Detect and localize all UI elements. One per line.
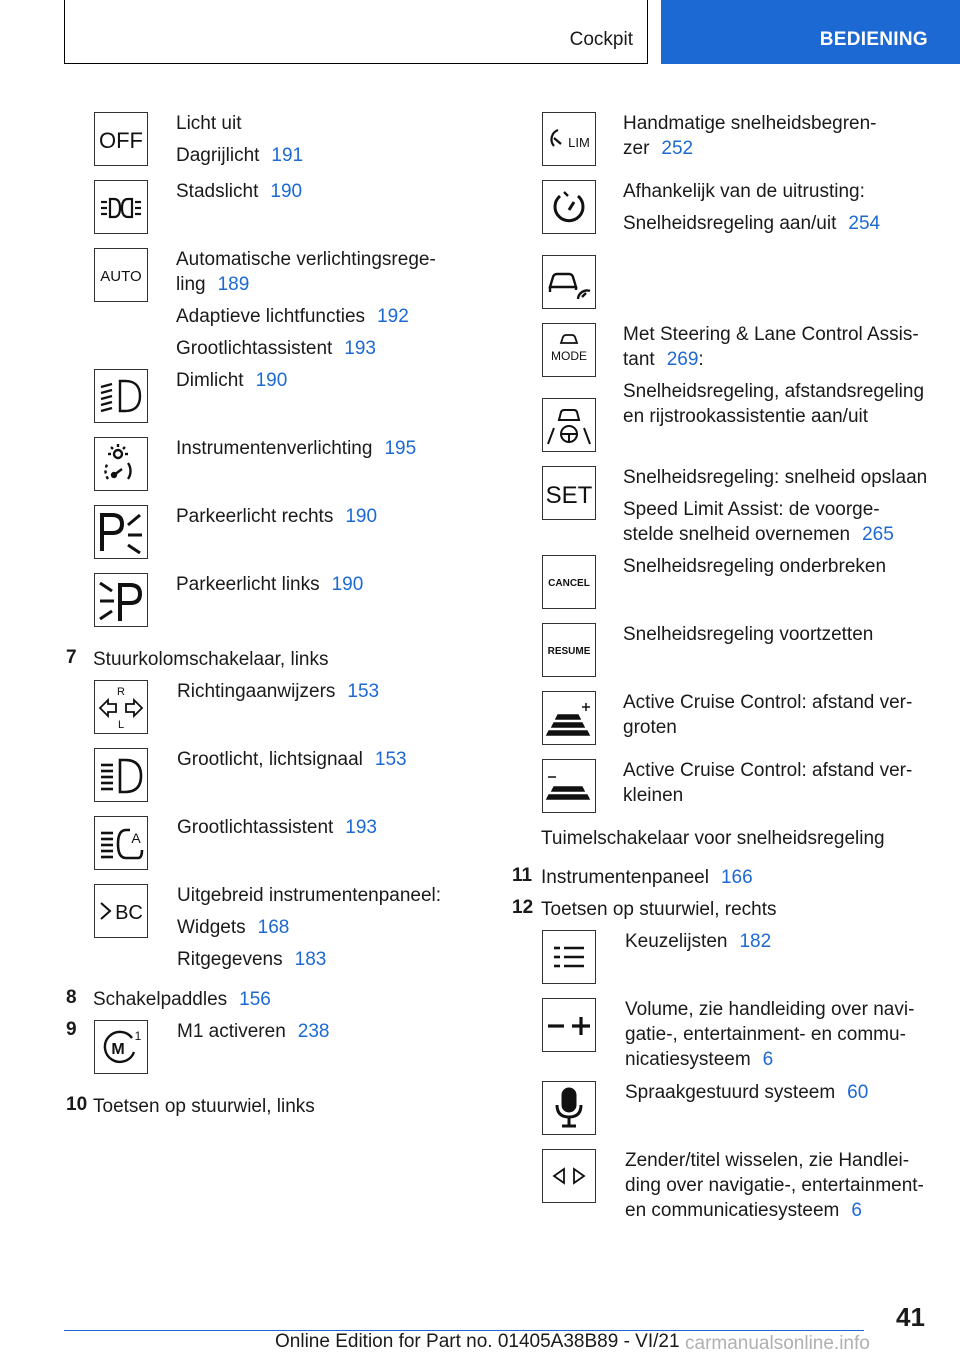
svg-text:AUTO: AUTO: [100, 268, 142, 285]
text-onderbreken: Snelheidsregeling onderbreken: [623, 556, 887, 577]
text-volume-1: Volume, zie handleiding over navi-: [625, 999, 915, 1020]
text-instrumentenverlichting: Instrumentenverlichting: [176, 438, 373, 459]
speed-limiter-icon: [542, 112, 596, 166]
text-acc-min-2: kleinen: [623, 785, 684, 806]
text-acc-min-1: Active Cruise Control: afstand ver-: [623, 760, 913, 781]
svg-text:OFF: OFF: [99, 128, 143, 153]
entry-uitgebreid: [177, 883, 441, 979]
entry-instrumentenverlichting: [176, 436, 416, 468]
svg-text:CANCEL: CANCEL: [548, 578, 590, 589]
text-dagrijlicht: Dagrijlicht: [176, 145, 260, 166]
turn-signal-icon: [94, 680, 148, 734]
svg-text:RESUME: RESUME: [547, 646, 591, 657]
cruise-control-icon: [542, 180, 596, 234]
list-icon: [542, 930, 596, 984]
entry-voortzetten: [623, 622, 873, 654]
text-hand-1: Handmatige snelheidsbegren-: [623, 113, 877, 134]
item-number-10: 10: [66, 1094, 88, 1115]
text-snel-afstand-1: Snelheidsregeling, afstandsregeling: [623, 381, 925, 402]
header-section-box: [64, 0, 648, 64]
page-link-252[interactable]: 252: [661, 138, 694, 159]
text-tuimelschakelaar: Tuimelschakelaar voor snelheidsregeling: [541, 828, 885, 849]
text-instrumentenpaneel: Instrumentenpaneel: [541, 867, 709, 888]
page-link-191[interactable]: 191: [271, 145, 304, 166]
header-section-title: Cockpit: [569, 29, 633, 50]
volume-icon: [542, 998, 596, 1052]
svg-text:LIM: LIM: [568, 135, 590, 150]
text-steering-2: tant: [623, 349, 655, 370]
svg-text:SET: SET: [545, 482, 593, 509]
text-sla-1: Speed Limit Assist: de voorge-: [623, 499, 880, 520]
entry-instrumentenpaneel: [541, 865, 753, 890]
svg-text:BC: BC: [115, 902, 143, 924]
text-ritgegevens: Ritgegevens: [177, 949, 283, 970]
text-zender-1: Zender/titel wisselen, zie Handlei-: [625, 1150, 910, 1171]
mode-icon: [542, 323, 596, 377]
distance-decrease-icon: [542, 759, 596, 813]
high-beam-icon: [94, 748, 148, 802]
text-opslaan: Snelheidsregeling: snelheid opslaan: [623, 467, 928, 488]
text-volume-2: gatie-, entertainment- en commu-: [625, 1024, 906, 1045]
text-snelheid-aan-uit: Snelheidsregeling aan/uit: [623, 213, 837, 234]
page-link-189[interactable]: 189: [217, 274, 250, 295]
low-beam-icon: [94, 369, 148, 423]
entry-auto: [176, 247, 436, 368]
text-hand-2: zer: [623, 138, 650, 159]
svg-text:L: L: [117, 719, 125, 731]
active-cruise-icon: [542, 255, 596, 309]
resume-icon: [542, 623, 596, 677]
text-uitgebreid: Uitgebreid instrumentenpaneel:: [177, 885, 442, 906]
entry-handmatige-begrenzer: [623, 111, 877, 168]
text-auto-1: Automatische verlichtingsrege-: [176, 249, 436, 270]
entry-grootlichtassistent-2: [177, 815, 377, 847]
entry-keuzelijsten: [625, 929, 771, 961]
off-icon: [94, 112, 148, 166]
m1-button-icon: [94, 1020, 148, 1074]
text-richtingaanwijzers: Richtingaanwijzers: [177, 681, 336, 702]
sidelight-icon: [94, 180, 148, 234]
entry-afstand-verkleinen: [623, 758, 912, 815]
entry-afhankelijk: [623, 179, 880, 243]
text-toetsen-rechts: Toetsen op stuurwiel, rechts: [541, 899, 777, 920]
text-grootlichtassistent: Grootlichtassistent: [176, 338, 333, 359]
text-spraak: Spraakgestuurd systeem: [625, 1082, 836, 1103]
text-grootlichtassistent-2: Grootlichtassistent: [177, 817, 334, 838]
bc-icon: [94, 884, 148, 938]
text-stadslicht: Stadslicht: [176, 181, 259, 202]
page-link-254[interactable]: 254: [848, 213, 881, 234]
entry-parkeerlicht-rechts: [176, 504, 377, 536]
parking-light-right-icon: [94, 505, 148, 559]
entry-schakelpaddles: [93, 987, 271, 1012]
item-number-12: 12: [512, 897, 534, 918]
item-number-7: 7: [66, 647, 77, 668]
page-link-156[interactable]: 156: [239, 989, 271, 1010]
text-m1-activeren: M1 activeren: [177, 1021, 286, 1042]
page-link-238[interactable]: 238: [297, 1021, 330, 1042]
entry-licht-uit: [176, 111, 303, 175]
page-link-190b[interactable]: 190: [255, 370, 288, 391]
high-beam-assistant-icon: [94, 816, 148, 870]
item-number-8: 8: [66, 987, 77, 1008]
text-snel-afstand-2: en rijstrookassistentie aan/uit: [623, 406, 869, 427]
page-link-168[interactable]: 168: [257, 917, 290, 938]
page-link-6[interactable]: 6: [762, 1049, 774, 1070]
page-number: 41: [896, 1302, 925, 1332]
header-chapter-title: BEDIENING: [819, 29, 928, 50]
page-link-265[interactable]: 265: [862, 524, 894, 545]
svg-text:R: R: [117, 686, 125, 698]
svg-text:A: A: [131, 830, 141, 846]
set-icon: [542, 466, 596, 520]
entry-onderbreken: [623, 554, 886, 586]
entry-m1: [177, 1019, 329, 1051]
header-chapter-tab: [661, 0, 960, 64]
text-afhankelijk: Afhankelijk van de uitrusting:: [623, 181, 865, 202]
page-link-60[interactable]: 60: [847, 1082, 869, 1103]
skip-station-icon: [542, 1149, 596, 1203]
text-steering-colon: :: [698, 349, 704, 370]
item-number-11: 11: [512, 865, 533, 886]
entry-volume: [625, 997, 914, 1079]
page-link-190[interactable]: 190: [270, 181, 303, 202]
entry-spraak: [625, 1080, 868, 1112]
item-number-9: 9: [66, 1019, 77, 1040]
entry-afstand-vergroten: [623, 690, 912, 747]
text-zender-3: en communicatiesysteem: [625, 1200, 840, 1221]
text-volume-3: nicatiesysteem: [625, 1049, 751, 1070]
text-grootlicht: Grootlicht, lichtsignaal: [177, 749, 363, 770]
text-dimlicht: Dimlicht: [176, 370, 244, 391]
text-toetsen-links: Toetsen op stuurwiel, links: [93, 1096, 315, 1117]
text-parkeerlicht-links: Parkeerlicht links: [176, 574, 320, 595]
entry-set: [623, 465, 927, 554]
lane-assist-icon: [542, 398, 596, 452]
entry-stadslicht: [176, 179, 302, 211]
entry-parkeerlicht-links: [176, 572, 363, 604]
page-link-190c[interactable]: 190: [345, 506, 378, 527]
page-link-153b[interactable]: 153: [374, 749, 407, 770]
text-zender-2: ding over navigatie-, entertainment-: [625, 1175, 924, 1196]
text-acc-plus-1: Active Cruise Control: afstand ver-: [623, 692, 913, 713]
svg-text:MODE: MODE: [551, 349, 587, 363]
watermark: carmanualsonline.info: [685, 1333, 870, 1354]
page-link-192[interactable]: 192: [377, 306, 409, 327]
instrument-lighting-icon: [94, 437, 148, 491]
page-link-193b[interactable]: 193: [345, 817, 377, 838]
text-stuurkolomschakelaar: Stuurkolomschakelaar, links: [93, 649, 329, 670]
page-link-269[interactable]: 269: [666, 349, 699, 370]
microphone-icon: [542, 1081, 596, 1135]
text-parkeerlicht-rechts: Parkeerlicht rechts: [176, 506, 334, 527]
footer-edition: Online Edition for Part no. 01405A38B89 - VI/21: [275, 1331, 680, 1352]
text-keuzelijsten: Keuzelijsten: [625, 931, 728, 952]
page-link-183[interactable]: 183: [294, 949, 327, 970]
page-link-190d[interactable]: 190: [331, 574, 364, 595]
page-link-153[interactable]: 153: [347, 681, 380, 702]
cancel-icon: [542, 555, 596, 609]
text-acc-plus-2: groten: [623, 717, 677, 738]
text-voortzetten: Snelheidsregeling voortzetten: [623, 624, 874, 645]
page-link-6b[interactable]: 6: [851, 1200, 862, 1221]
entry-richtingaanwijzers: [177, 679, 379, 711]
page-link-195[interactable]: 195: [384, 438, 417, 459]
entry-steering-lane: [623, 322, 924, 436]
page-link-193[interactable]: 193: [344, 338, 376, 359]
text-adaptief: Adaptieve lichtfuncties: [176, 306, 366, 327]
auto-icon: [94, 248, 148, 302]
svg-text:1: 1: [134, 1029, 142, 1043]
page-link-166[interactable]: 166: [720, 867, 753, 888]
svg-text:M: M: [111, 1041, 125, 1058]
page-link-182[interactable]: 182: [739, 931, 772, 952]
text-sla-2: stelde snelheid overnemen: [623, 524, 851, 545]
entry-grootlicht: [177, 747, 407, 779]
text-auto-2: ling: [176, 274, 206, 295]
text-licht-uit: Licht uit: [176, 113, 242, 134]
text-schakelpaddles: Schakelpaddles: [93, 989, 228, 1010]
entry-zender: [625, 1148, 924, 1230]
text-widgets: Widgets: [177, 917, 246, 938]
text-steering-1: Met Steering & Lane Control Assis-: [623, 324, 919, 345]
entry-dimlicht: [176, 368, 287, 400]
distance-increase-icon: [542, 691, 596, 745]
parking-light-left-icon: [94, 573, 148, 627]
